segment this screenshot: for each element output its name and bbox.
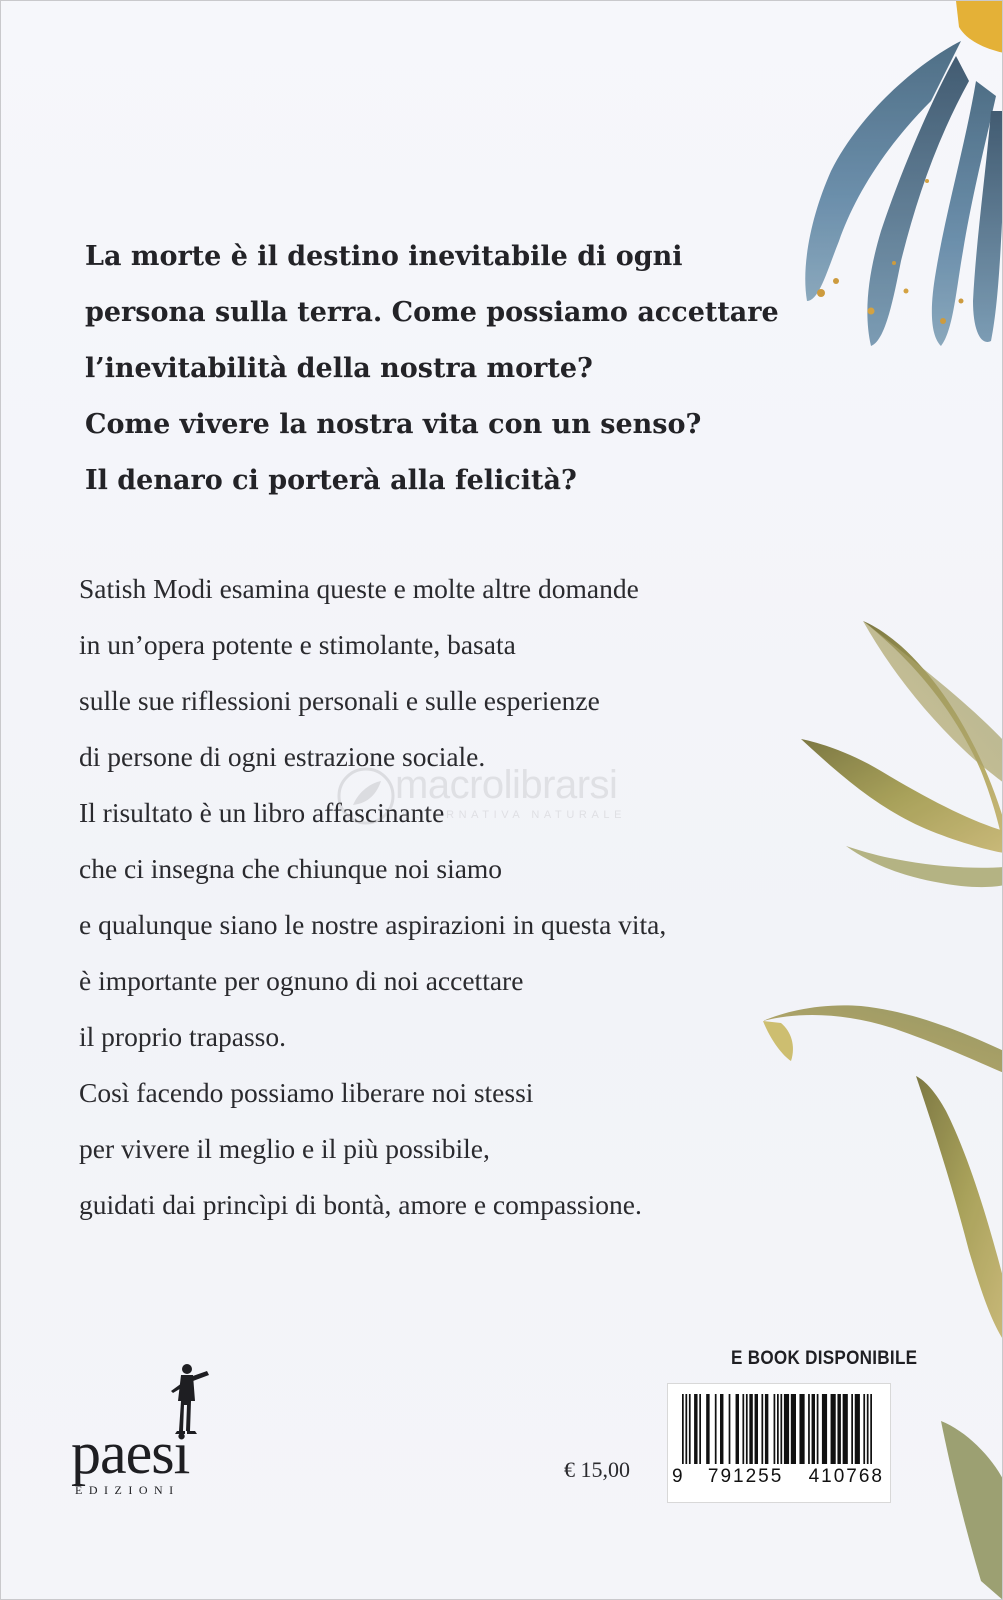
barcode-bar (715, 1394, 717, 1464)
blurb-line: persona sulla terra. Come possiamo accettare (85, 297, 779, 328)
barcode-bar (777, 1394, 779, 1464)
barcode-bar (851, 1394, 853, 1464)
barcode-bar (694, 1394, 697, 1464)
barcode-bar (822, 1394, 827, 1464)
barcode-bar (780, 1394, 782, 1464)
barcode-bar (765, 1394, 768, 1464)
barcode-bar (791, 1394, 796, 1464)
publisher-subtitle: EDIZIONI (75, 1483, 180, 1497)
barcode-bar (736, 1394, 739, 1464)
barcode-group-2: 410768 (808, 1466, 884, 1487)
barcode-bar (720, 1394, 723, 1464)
barcode-bar (837, 1394, 840, 1464)
barcode-bars (682, 1394, 872, 1464)
blurb-line: l’inevitabilità della nostra morte? (85, 353, 593, 384)
description-line: è importante per ognuno di noi accettare (79, 965, 524, 996)
barcode-lead-digit: 9 (672, 1466, 683, 1487)
macrolibrarsi-watermark (331, 761, 691, 831)
price-label: € 15,00 (564, 1457, 630, 1482)
barcode-bar (808, 1394, 810, 1464)
barcode-bar (784, 1394, 789, 1464)
barcode-bar (755, 1394, 758, 1464)
barcode-bar (799, 1394, 804, 1464)
description-line: Così facendo possiamo liberare noi stessi (79, 1077, 534, 1108)
barcode-bar (863, 1394, 865, 1464)
book-description (79, 561, 859, 1233)
blurb-line: Il denaro ci porterà alla felicità? (85, 465, 577, 496)
barcode-bar (761, 1394, 763, 1464)
barcode-bar (746, 1394, 748, 1464)
ebook-available-label: E BOOK DISPONIBILE (731, 1348, 918, 1369)
barcode-bar (689, 1394, 691, 1464)
barcode-bar (867, 1394, 869, 1464)
watermark-name: macrolibrarsi (395, 763, 618, 807)
barcode-bar (682, 1394, 684, 1464)
barcode-bar (706, 1394, 709, 1464)
barcode-bar (742, 1394, 744, 1464)
description-line: in un’opera potente e stimolante, basata (79, 629, 516, 660)
watermark-logo-icon (331, 761, 401, 831)
publisher-name: paesi (71, 1420, 190, 1486)
barcode-bar (843, 1394, 848, 1464)
barcode-number (672, 1466, 884, 1488)
barcode-bar (774, 1394, 776, 1464)
blurb-questions (85, 229, 825, 509)
blue-petals (805, 41, 1003, 346)
isbn-barcode (667, 1383, 891, 1503)
barcode-bar (870, 1394, 872, 1464)
description-line: Satish Modi esamina queste e molte altre domande (79, 573, 639, 604)
publisher-logo (67, 1361, 247, 1501)
description-line: Il risultato è un libro affascinante (79, 797, 445, 828)
barcode-bar (855, 1394, 860, 1464)
barcode-group-1: 791255 (707, 1466, 784, 1487)
watermark-tagline: ALTERNATIVA NATURALE (401, 809, 627, 821)
description-line: guidati dai princìpi di bontà, amore e compassione. (79, 1189, 642, 1220)
description-line: il proprio trapasso. (79, 1021, 286, 1052)
barcode-bar (699, 1394, 701, 1464)
blurb-line: Come vivere la nostra vita con un senso? (85, 409, 702, 440)
barcode-bar (749, 1394, 752, 1464)
description-line: e qualunque siano le nostre aspirazioni in questa vita, (79, 909, 667, 940)
barcode-bar (812, 1394, 815, 1464)
description-line: sulle sue riflessioni personali e sulle esperienze (79, 685, 600, 716)
barcode-bar (831, 1394, 836, 1464)
barcode-bar (817, 1394, 819, 1464)
description-line: per vivere il meglio e il più possibile, (79, 1133, 490, 1164)
barcode-bar (729, 1394, 731, 1464)
blurb-line: La morte è il destino inevitabile di ogni (85, 241, 683, 272)
description-line: che ci insegna che chiunque noi siamo (79, 853, 503, 884)
description-line: di persone di ogni estrazione sociale. (79, 741, 486, 772)
barcode-bar (685, 1394, 687, 1464)
